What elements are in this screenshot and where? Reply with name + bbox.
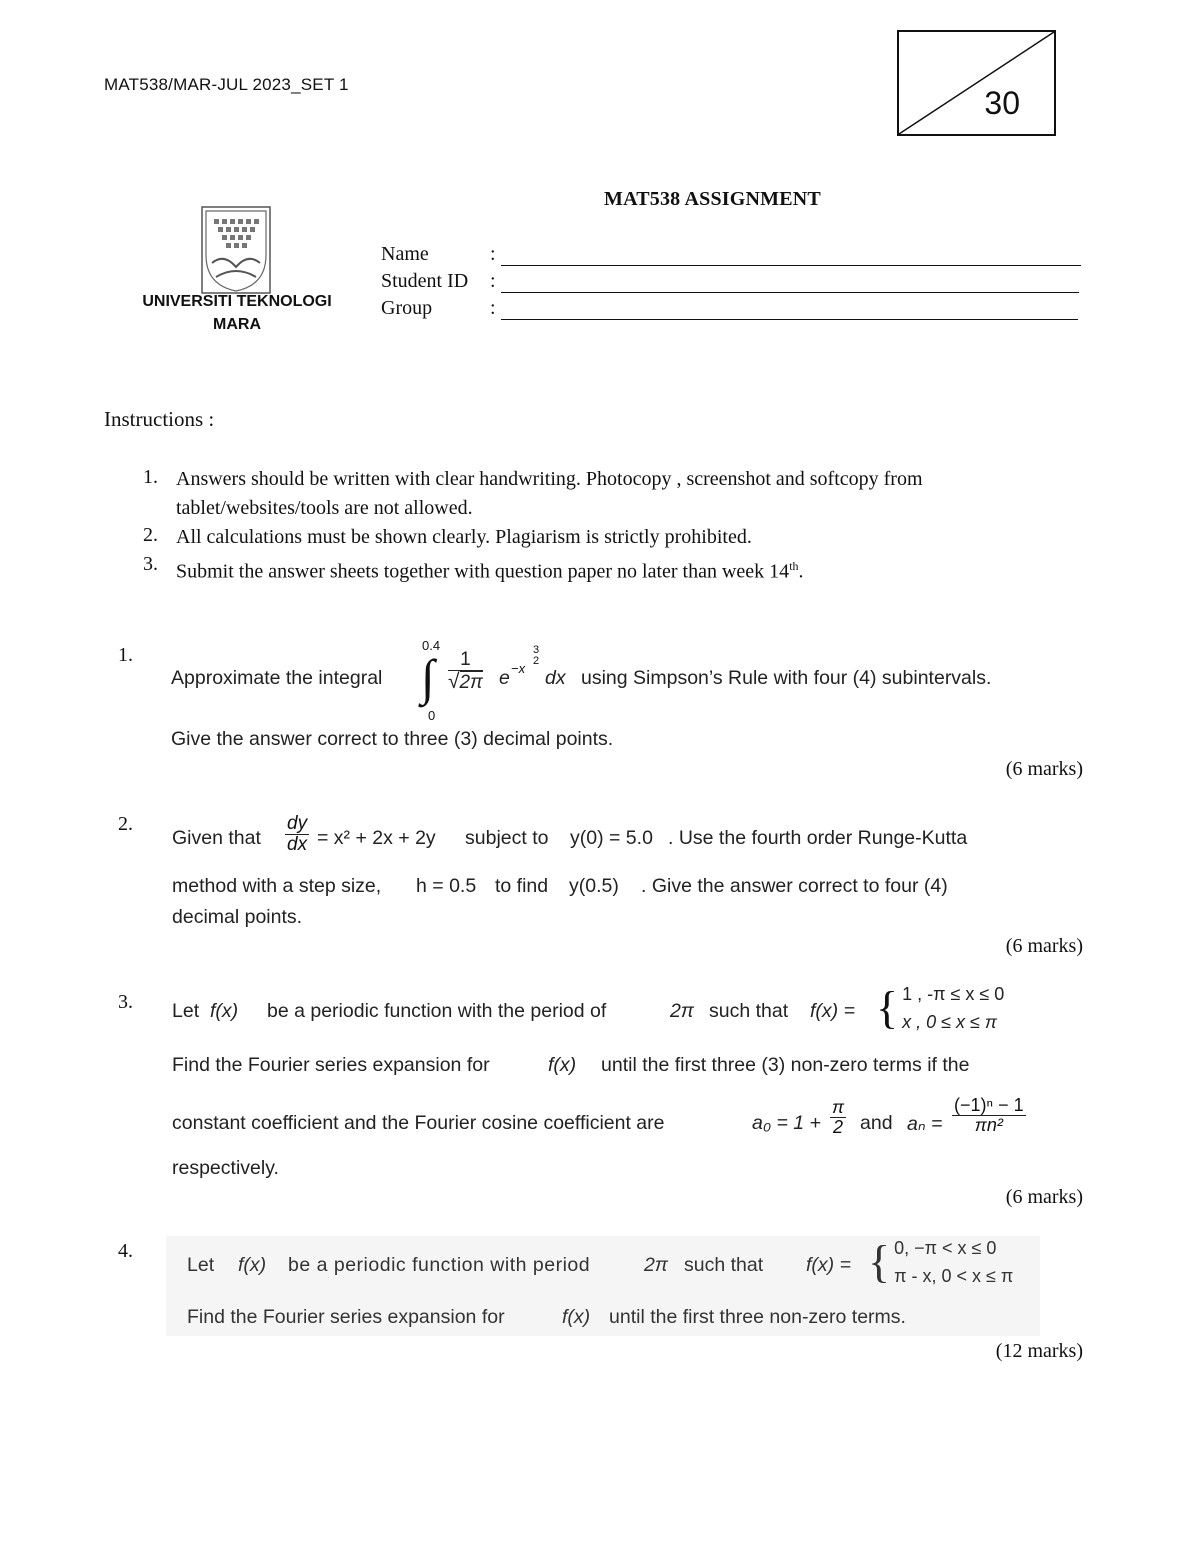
question-1-number: 1.: [118, 644, 133, 666]
question-1-post: using Simpson’s Rule with four (4) subintervals.: [581, 667, 992, 689]
page-title: MAT538 ASSIGNMENT: [604, 188, 821, 210]
question-4-mid2: such that: [684, 1254, 764, 1276]
instructions-heading: Instructions :: [104, 407, 215, 431]
question-2-line3: decimal points.: [172, 906, 303, 928]
question-3-marks: (6 marks): [1005, 1186, 1083, 1208]
question-2-line2a: method with a step size,: [172, 875, 382, 897]
instruction-2: All calculations must be shown clearly. Plagiarism is strictly prohibited.: [176, 526, 752, 548]
question-2-number: 2.: [118, 813, 133, 835]
question-2-marks: (6 marks): [1005, 935, 1083, 957]
function-fx: f(x): [548, 1054, 577, 1076]
question-4-number: 4.: [118, 1240, 133, 1262]
group-colon: :: [490, 297, 496, 319]
question-2-line2c: . Give the answer correct to four (4): [641, 875, 948, 897]
group-label: Group: [381, 297, 433, 319]
question-2-mid: subject to: [465, 827, 549, 849]
function-fx: f(x): [562, 1306, 591, 1328]
question-2-line2b: to find: [495, 875, 549, 897]
question-3-mid2: such that: [709, 1000, 789, 1022]
question-4-mid: be a periodic function with period: [288, 1254, 591, 1276]
logo-text-line1: UNIVERSITI TEKNOLOGI: [142, 293, 332, 310]
diagonal-slash: [899, 32, 1054, 134]
a0-fraction: $\frac{\pi}{2}$: [832, 1097, 845, 1137]
question-3-line3a: constant coefficient and the Fourier cosine coefficient are: [172, 1112, 665, 1134]
piecewise-fx: f(x) =: [806, 1254, 851, 1276]
question-3-line2b: until the first three (3) non-zero terms if the: [601, 1054, 970, 1076]
group-field[interactable]: [501, 319, 1078, 320]
instruction-number: 1.: [143, 466, 158, 488]
question-1-line2: Give the answer correct to three (3) decimal points.: [171, 728, 614, 750]
function-fx: f(x): [238, 1254, 267, 1276]
question-2-post: . Use the fourth order Runge-Kutta: [668, 827, 968, 849]
question-4-pre: Let: [187, 1254, 215, 1276]
piecewise-fx: f(x) =: [810, 1000, 855, 1022]
exponent-base: −x: [511, 661, 526, 676]
total-marks: 30: [984, 85, 1020, 121]
piecewise-definition: { 0, −π < x ≤ 0 π - x, 0 < x ≤ π: [868, 1236, 1014, 1287]
university-logo: [130, 205, 344, 340]
score-box: [897, 30, 1056, 136]
integral-fraction: $\frac{1}{√2\pi}$: [448, 649, 483, 693]
derivative-fraction: $\frac{dy}{dx}$: [287, 813, 308, 855]
period-value: 2π: [644, 1254, 668, 1276]
logo-text-line2: MARA: [213, 316, 261, 333]
name-field[interactable]: [501, 265, 1081, 266]
function-fx: f(x): [210, 1000, 239, 1022]
integral-dx: dx: [545, 667, 566, 689]
question-2-pre: Given that: [172, 827, 261, 849]
integral-lower-limit: 0: [428, 708, 436, 723]
student-id-field[interactable]: [501, 292, 1079, 293]
instruction-number: 3.: [143, 553, 158, 575]
instruction-3: Submit the answer sheets together with question paper no later than week 14th.: [176, 559, 804, 583]
exponent-fraction: 3 2: [533, 644, 540, 667]
instruction-1: Answers should be written with clear handwriting. Photocopy , screenshot and softcopy from tablet/websites/tools are not allowed.: [176, 468, 923, 519]
piecewise-definition: { 1 , -π ≤ x ≤ 0 x , 0 ≤ x ≤ π: [876, 982, 1005, 1033]
question-3-and: and: [860, 1112, 893, 1134]
initial-condition: y(0) = 5.0: [570, 827, 653, 849]
an-fraction: $\frac{\text{(−1)ⁿ − 1}}{\text{πn²}}$: [954, 1095, 1024, 1135]
question-4-line2b: until the first three non-zero terms.: [609, 1306, 906, 1328]
name-label: Name: [381, 243, 429, 265]
question-3-line4: respectively.: [172, 1157, 279, 1179]
name-colon: :: [490, 243, 496, 265]
integral-upper-limit: 0.4: [422, 638, 441, 653]
question-3-pre: Let: [172, 1000, 200, 1022]
crest-icon: [130, 205, 344, 297]
question-1-pre: Approximate the integral: [171, 667, 383, 689]
instruction-number: 2.: [143, 524, 158, 546]
student-id-label: Student ID: [381, 270, 469, 292]
student-id-colon: :: [490, 270, 496, 292]
ode-rhs: = x² + 2x + 2y: [317, 827, 436, 849]
integral-exponential: e: [499, 667, 510, 689]
period-value: 2π: [670, 1000, 694, 1022]
question-3-line2a: Find the Fourier series expansion for: [172, 1054, 490, 1076]
document-code: MAT538/MAR-JUL 2023_SET 1: [104, 75, 349, 94]
target-value: y(0.5): [569, 875, 619, 897]
integral-sign-icon: ∫: [421, 649, 435, 705]
step-size: h = 0.5: [416, 875, 477, 897]
question-1-marks: (6 marks): [1005, 758, 1083, 780]
question-4-marks: (12 marks): [995, 1340, 1083, 1362]
question-4-line2a: Find the Fourier series expansion for: [187, 1306, 505, 1328]
coefficient-an: aₙ =: [907, 1113, 943, 1135]
question-3-mid: be a periodic function with the period of: [267, 1000, 607, 1022]
coefficient-a0: a₀ = 1 +: [752, 1112, 821, 1134]
question-3-number: 3.: [118, 991, 133, 1013]
